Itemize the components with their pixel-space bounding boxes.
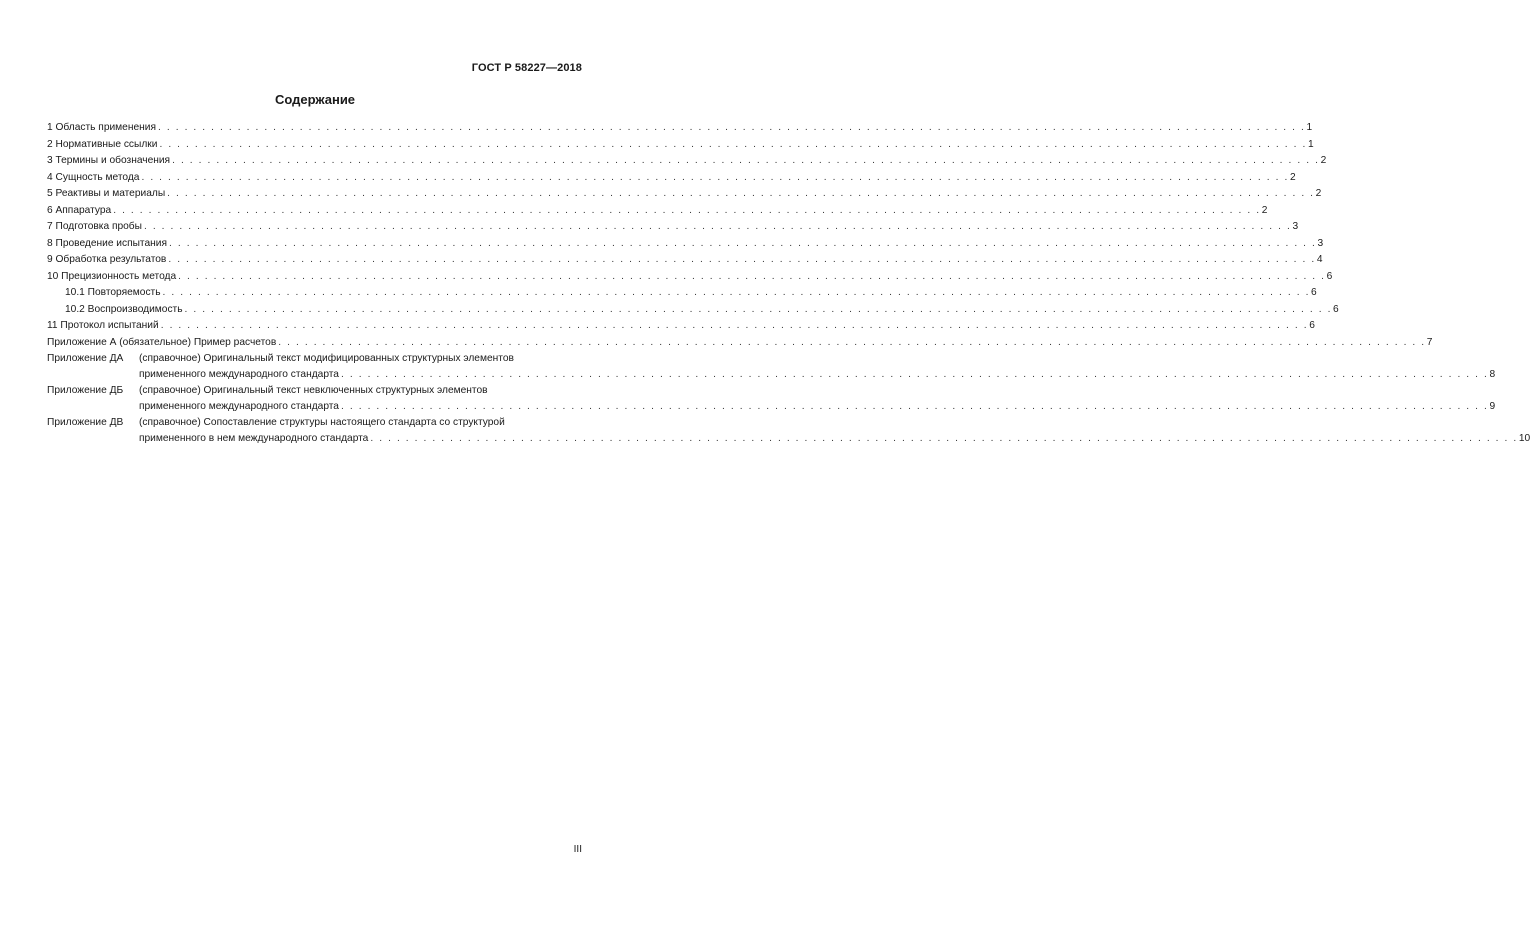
dot-leader [163,285,1310,302]
appendix-title-line1: (справочное) Сопоставление структуры настоящего стандарта со структурой [139,417,505,428]
appendix-title-line2: примененного международного стандарта [139,401,339,412]
toc-entry-5[interactable] [47,186,1322,203]
toc-page: 6 [1333,303,1339,315]
toc-entry-1[interactable] [47,120,1313,137]
toc-page: 2 [1261,204,1268,216]
dot-leader [185,302,1332,319]
toc-entry-10[interactable] [47,269,1333,286]
dot-leader [178,269,1325,286]
toc-label: 11 Протокол испытаний [47,320,159,331]
dot-leader [341,367,1488,383]
dot-leader [168,252,1315,269]
dot-leader [169,236,1316,253]
dot-leader [167,186,1314,203]
toc-label: Приложение А (обязательное) Пример расчетов [47,336,277,348]
toc-page: 2 [1320,155,1327,166]
dot-leader [161,318,1308,335]
toc-page: 3 [1317,237,1324,249]
dot-leader [159,137,1306,154]
document-code: ГОСТ Р 58227—2018 [471,62,582,74]
toc-entry-2[interactable] [47,137,1314,154]
toc-page: 2 [1315,188,1322,199]
table-of-contents [47,120,1530,447]
toc-entry-10-1[interactable] [47,285,1317,302]
toc-label: 1 Область применения [47,122,156,133]
toc-entry-appendix-da[interactable] [47,351,1496,383]
toc-page: 1 [1307,138,1314,150]
toc-label: 3 Термины и обозначения [47,155,171,166]
appendix-title-line1: (справочное) Оригинальный текст модифицированных структурных элементов [139,353,514,364]
dot-leader [113,203,1260,220]
toc-label: 7 Подготовка пробы [47,221,142,232]
toc-entry-4[interactable] [47,170,1296,187]
appendix-prefix: Приложение ДБ [47,385,124,396]
toc-label: 5 Реактивы и материалы [47,188,166,199]
toc-page: 4 [1316,254,1323,265]
appendix-title-line2: примененного международного стандарта [139,369,339,380]
dot-leader [158,120,1305,137]
toc-page: 6 [1311,287,1317,298]
toc-entry-3[interactable] [47,153,1327,170]
toc-entry-appendix-a[interactable] [47,335,1433,352]
toc-page: 3 [1292,221,1299,232]
toc-page: 6 [1309,320,1315,331]
toc-entry-10-2[interactable] [47,302,1339,319]
toc-entry-appendix-db[interactable] [47,383,1496,415]
appendix-prefix: Приложение ДВ [47,417,124,428]
dot-leader [278,335,1425,352]
toc-label: 4 Сущность метода [47,171,140,183]
toc-label: 9 Обработка результатов [47,254,167,265]
toc-entry-8[interactable] [47,236,1324,253]
dot-leader [172,153,1319,170]
toc-page: 6 [1326,270,1333,282]
toc-entry-9[interactable] [47,252,1323,269]
toc-entry-11[interactable] [47,318,1315,335]
toc-page: 7 [1426,336,1433,348]
page-title: Содержание [274,92,356,107]
appendix-title-line2: примененного в нем международного стандарта [139,433,369,444]
dot-leader [144,219,1291,236]
page-number: III [573,844,582,855]
toc-entry-7[interactable] [47,219,1299,236]
dot-leader [341,399,1488,415]
toc-label: 10.2 Воспроизводимость [65,303,183,315]
dot-leader [141,170,1288,187]
toc-page: 8 [1489,369,1496,380]
toc-label: 2 Нормативные ссылки [47,138,158,150]
toc-page: 1 [1306,122,1313,133]
toc-label: 8 Проведение испытания [47,237,167,249]
toc-label: 6 Аппаратура [47,204,112,216]
appendix-title-line1: (справочное) Оригинальный текст невключенных структурных элементов [139,385,488,396]
appendix-prefix: Приложение ДА [47,353,124,364]
toc-page: 2 [1289,171,1296,183]
toc-label: 10.1 Повторяемость [65,287,161,298]
dot-leader [370,431,1517,447]
toc-entry-6[interactable] [47,203,1268,220]
toc-entry-appendix-dv[interactable] [47,415,1530,447]
toc-page: 9 [1489,401,1496,412]
toc-label: 10 Прецизионность метода [47,270,177,282]
toc-page: 10 [1518,433,1530,444]
